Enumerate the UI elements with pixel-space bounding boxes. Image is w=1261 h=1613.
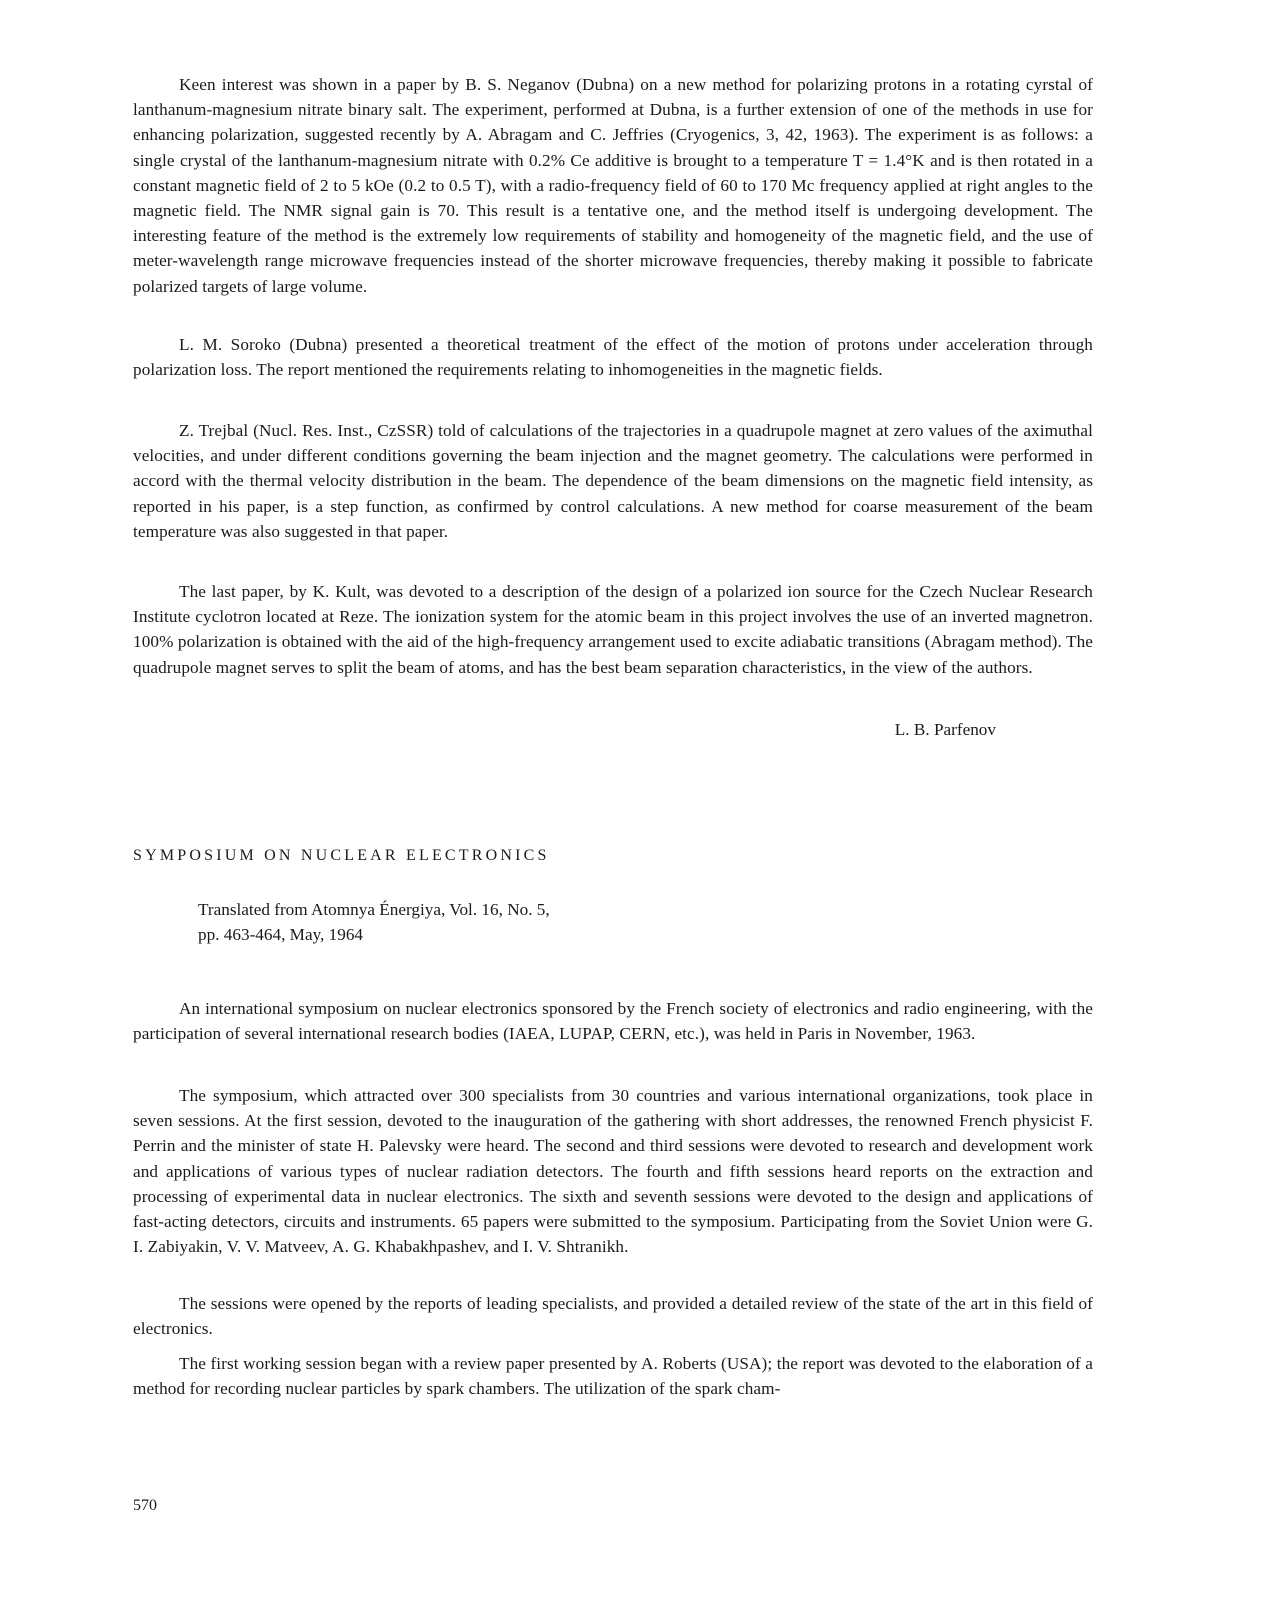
- author-signature: L. B. Parfenov: [894, 720, 996, 739]
- paragraph-sessions: The symposium, which attracted over 300 specialists from 30 countries and various international organizations, took place in seven sessions. At the first session, devoted to the inauguration of the gathering with short addresses, the renowned French physicist F. Perrin and the minister of state H. Palevsky were heard. The second and third sessions were devoted to research and development work and applications of various types of nuclear radiation detectors. The fourth and fifth sessions heard reports on the extraction and processing of experimental data in nuclear electronics. The sixth and seventh sessions were devoted to the design and applications of fast-acting detectors, circuits and instruments. 65 papers were submitted to the symposium. Participating from the Soviet Union were G. I. Zabiyakin, V. V. Matveev, A. G. Khabakhpashev, and I. V. Shtranikh.: [133, 1086, 1093, 1257]
- source-line-1: Translated from Atomnya Énergiya, Vol. 16, No. 5,: [198, 900, 550, 919]
- section-heading: SYMPOSIUM ON NUCLEAR ELECTRONICS: [133, 847, 550, 864]
- paragraph-trejbal: Z. Trejbal (Nucl. Res. Inst., CzSSR) told of calculations of the trajectories in a quadrupole magnet at zero values of the aximuthal velocities, and under different conditions governing the beam injection and the magnet geometry. The calculations were performed in accord with the thermal velocity distribution in the beam. The dependence of the beam dimensions on the magnetic field intensity, as reported in his paper, is a step function, as confirmed by control calculations. A new method for coarse measurement of the beam temperature was also suggested in that paper.: [133, 421, 1093, 541]
- source-line-2: pp. 463-464, May, 1964: [198, 925, 364, 944]
- paragraph-neganov: Keen interest was shown in a paper by B. S. Neganov (Dubna) on a new method for polarizing protons in a rotating cyrstal of lanthanum-magnesium nitrate binary salt. The experiment, performed at Dubna, is a further extension of one of the methods in use for enhancing polarization, suggested recently by A. Abragam and C. Jeffries (Cryogenics, 3, 42, 1963). The experiment is as follows: a single crystal of the lanthanum-magnesium nitrate with 0.2% Ce additive is brought to a temperature T = 1.4°K and is then rotated in a constant magnetic field of 2 to 5 kOe (0.2 to 0.5 T), with a radio-frequency field of 60 to 170 Mc frequency applied at right angles to the magnetic field. The NMR signal gain is 70. This result is a tentative one, and the method itself is undergoing development. The interesting feature of the method is the extremely low requirements of stability and homogeneity of the magnetic field, and the use of meter-wavelength range microwave frequencies instead of the shorter microwave frequencies, thereby making it possible to fabricate polarized targets of large volume.: [133, 75, 1093, 296]
- paragraph-soroko: L. M. Soroko (Dubna) presented a theoretical treatment of the effect of the motion of protons under acceleration through polarization loss. The report mentioned the requirements relating to inhomogeneities in the magnetic fields.: [133, 335, 1093, 380]
- paragraph-roberts: The first working session began with a review paper presented by A. Roberts (USA); the report was devoted to the elaboration of a method for recording nuclear particles by spark chambers. The utilization of the spark cham-: [133, 1354, 1093, 1399]
- paragraph-intro: An international symposium on nuclear electronics sponsored by the French society of electronics and radio engineering, with the participation of several international research bodies (IAEA, LUPAP, CERN, etc.), was held in Paris in November, 1963.: [133, 999, 1093, 1044]
- paragraph-review: The sessions were opened by the reports of leading specialists, and provided a detailed review of the state of the art in this field of electronics.: [133, 1294, 1093, 1339]
- paragraph-kult: The last paper, by K. Kult, was devoted to a description of the design of a polarized ion source for the Czech Nuclear Research Institute cyclotron located at Reze. The ionization system for the atomic beam in this project involves the use of an inverted magnetron. 100% polarization is obtained with the aid of the high-frequency arrangement used to excite adiabatic transitions (Abragam method). The quadrupole magnet serves to split the beam of atoms, and has the best beam separation characteristics, in the view of the authors.: [133, 582, 1093, 677]
- translation-source: [198, 897, 550, 947]
- page-number: 570: [133, 1497, 157, 1514]
